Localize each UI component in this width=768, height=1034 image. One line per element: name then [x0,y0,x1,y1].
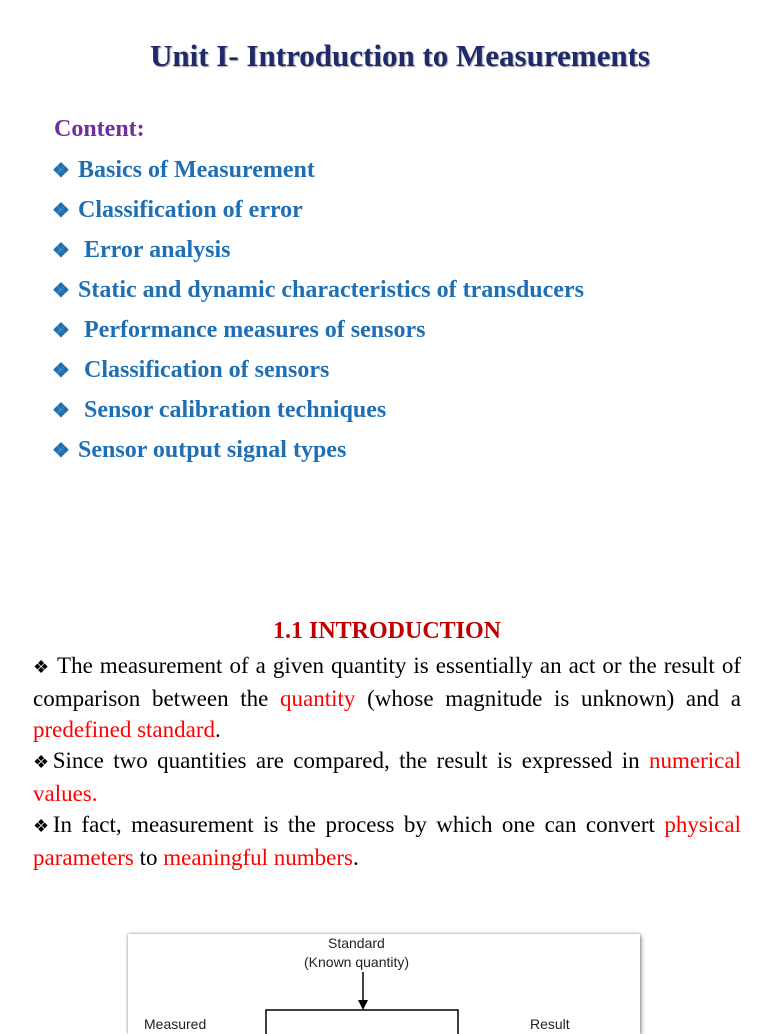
highlight-numerical-values: numerical values. [33,748,741,806]
topic-label: Static and dynamic characteristics of transducers [78,277,584,303]
diamond-bullet-icon: ❖ [52,360,70,382]
list-item [52,432,584,472]
intro-paragraph-2: ❖Since two quantities are compared, the result is expressed in numerical values. [33,748,741,806]
topic-label: Sensor calibration techniques [78,397,387,423]
topic-label: Error analysis [78,237,231,263]
diamond-bullet-icon: ❖ [52,200,70,222]
list-item [52,152,584,192]
comparator-box [266,1010,458,1034]
diamond-bullet-icon: ❖ [33,816,53,836]
diagram-standard-label: Standard [328,935,385,951]
list-item [52,392,584,432]
diagram-result-label: Result [530,1016,570,1032]
highlight-quantity: quantity [280,686,356,711]
diamond-bullet-icon: ❖ [52,440,70,462]
diamond-bullet-icon: ❖ [33,752,53,772]
intro-paragraph-3: ❖In fact, measurement is the process by which one can convert physical parameters to meaningful numbers. [33,812,741,870]
list-item [52,272,584,312]
list-item [52,232,584,272]
diamond-bullet-icon: ❖ [52,160,70,182]
diagram-measured-label: Measured [144,1016,207,1032]
measurement-diagram [128,934,640,1034]
diamond-bullet-icon: ❖ [52,400,70,422]
list-item [52,352,584,392]
topic-label: Classification of sensors [78,357,330,383]
topic-label: Basics of Measurement [78,157,315,183]
diamond-bullet-icon: ❖ [52,240,70,262]
highlight-physical-parameters: physical parameters [33,812,741,870]
intro-paragraph-1: ❖ The measurement of a given quantity is essentially an act or the result of comparison between the quantity (whose magnitude is unknown) and a predefined standard. [33,653,742,742]
topic-label: Classification of error [78,197,303,223]
topic-label: Sensor output signal types [78,437,347,463]
list-item [52,192,584,232]
arrow-down-icon [358,1000,368,1010]
highlight-meaningful-numbers: meaningful numbers [163,845,353,870]
diamond-bullet-icon: ❖ [52,280,70,302]
intro-body [33,650,741,873]
content-label: Content: [54,116,145,142]
page-title: Unit I- Introduction to Measurements [149,38,650,73]
diamond-bullet-icon: ❖ [33,657,51,677]
highlight-predefined-standard: predefined standard [33,717,216,742]
topics-list [52,152,584,472]
diagram-standard-sublabel: (Known quantity) [304,954,410,970]
diamond-bullet-icon: ❖ [52,320,70,342]
topic-label: Performance measures of sensors [78,317,426,343]
section-heading: 1.1 INTRODUCTION [272,618,502,644]
list-item [52,312,584,352]
